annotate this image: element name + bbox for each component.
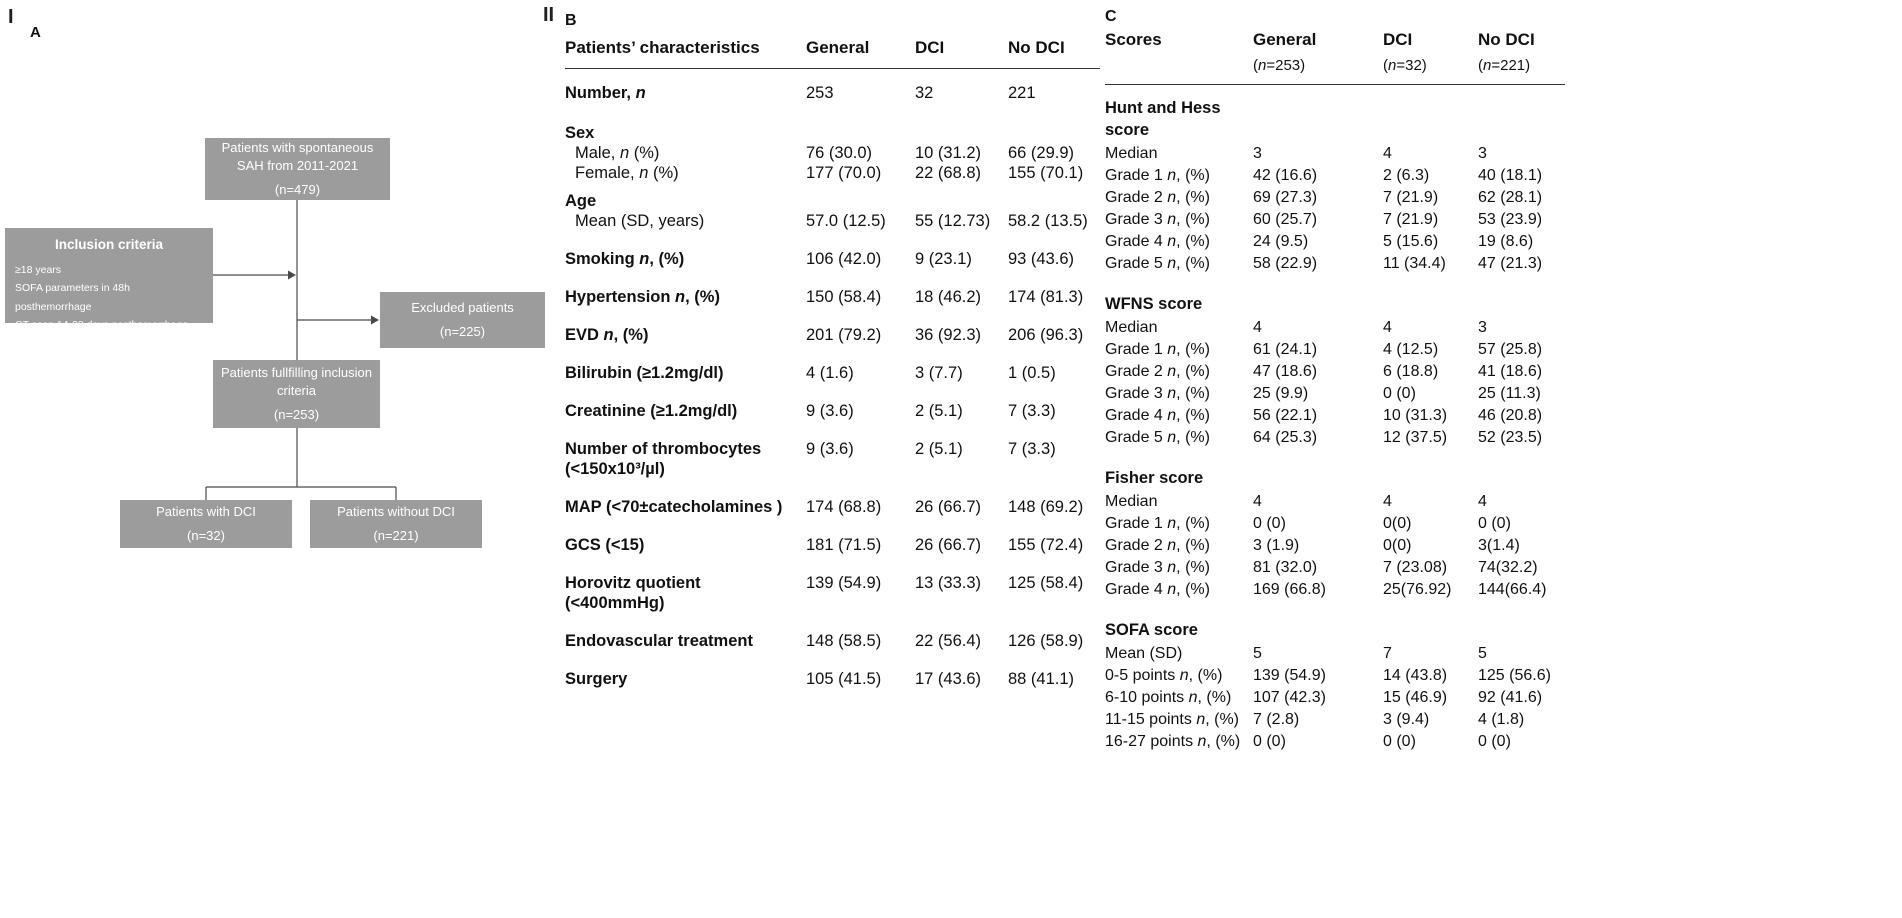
- row-label: Bilirubin (≥1.2mg/dl): [565, 364, 724, 382]
- table-row: [1105, 143, 1565, 165]
- row-label: Grade 2 n, (%): [1105, 189, 1210, 206]
- cell-value: 7 (23.08): [1383, 559, 1448, 576]
- cell-value: [915, 123, 1008, 143]
- table-row: [1105, 687, 1565, 709]
- flowchart-node-sah-patients: [205, 138, 390, 200]
- cell-value: 181 (71.5): [806, 536, 882, 554]
- cell-value: 81 (32.0): [1253, 559, 1318, 576]
- cell-value: 2 (5.1): [915, 402, 963, 420]
- cell-value: 9 (23.1): [915, 250, 972, 268]
- row-label: Number, n: [565, 84, 646, 102]
- row-label: Grade 1 n, (%): [1105, 515, 1210, 532]
- table-row: [565, 83, 1100, 103]
- row-label: Grade 4 n, (%): [1105, 581, 1210, 598]
- column-header-no-dci: No DCI: [1008, 38, 1065, 57]
- table-row: [1105, 665, 1565, 687]
- cell-value: 3: [1253, 145, 1262, 162]
- column-header-dci: DCI: [915, 38, 945, 57]
- row-label: 0-5 points n, (%): [1105, 667, 1223, 684]
- cell-value: 93 (43.6): [1008, 250, 1075, 268]
- node-count: (n=221): [373, 527, 419, 543]
- flowchart: [0, 0, 560, 580]
- cell-value: 1 (0.5): [1008, 364, 1056, 382]
- score-section: [1105, 293, 1565, 449]
- row-label: Grade 5 n, (%): [1105, 429, 1210, 446]
- cell-value: 92 (41.6): [1478, 689, 1543, 706]
- table-row: [1105, 643, 1565, 665]
- table-row: [565, 143, 1100, 163]
- node-text: Patients with DCI: [156, 504, 256, 520]
- cell-value: 125 (56.6): [1478, 667, 1551, 684]
- row-label: Grade 2 n, (%): [1105, 363, 1210, 380]
- table-b-header-row: [565, 32, 1100, 69]
- cell-value: 62 (28.1): [1478, 189, 1543, 206]
- cell-value: 206 (96.3): [1008, 326, 1084, 344]
- column-header-no-dci: [1478, 30, 1565, 76]
- cell-value: 174 (81.3): [1008, 288, 1084, 306]
- cell-value: 26 (66.7): [915, 498, 982, 516]
- section-title: Fisher score: [1105, 469, 1204, 487]
- table-row: [1105, 513, 1565, 535]
- row-label: Female, n (%): [575, 164, 679, 182]
- node-items: ≥18 years SOFA parameters in 48h posthemorrhage CT scan 14-28 days posthemorrhage: [15, 263, 189, 332]
- cell-value: 5: [1253, 645, 1262, 662]
- cell-value: 9 (3.6): [806, 440, 854, 458]
- panel-1-label: I: [8, 6, 14, 28]
- cell-value: 13 (33.3): [915, 574, 982, 592]
- table-row: [1105, 383, 1565, 405]
- cell-value: 7: [1383, 645, 1392, 662]
- cell-value: 155 (72.4): [1008, 536, 1084, 554]
- cell-value: 15 (46.9): [1383, 689, 1448, 706]
- row-label: Grade 4 n, (%): [1105, 407, 1210, 424]
- cell-value: 55 (12.73): [915, 212, 991, 230]
- cell-value: 74(32.2): [1478, 559, 1538, 576]
- table-c-header-row: [1105, 28, 1565, 85]
- cell-value: 53 (23.9): [1478, 211, 1543, 228]
- cell-value: 2 (5.1): [915, 440, 963, 458]
- cell-value: 58.2 (13.5): [1008, 212, 1088, 230]
- header-line2: (n=32): [1383, 57, 1427, 74]
- row-label: Median: [1105, 319, 1158, 336]
- column-header-general: [1253, 30, 1383, 76]
- cell-value: 22 (68.8): [915, 164, 982, 182]
- table-b-patient-characteristics: [565, 12, 1100, 689]
- cell-value: 0 (0): [1478, 733, 1511, 750]
- flowchart-node-with-dci: [120, 500, 292, 548]
- cell-value: 2 (6.3): [1383, 167, 1430, 184]
- row-label: Creatinine (≥1.2mg/dl): [565, 402, 738, 420]
- table-row: [565, 497, 1100, 517]
- cell-value: 0 (0): [1253, 733, 1286, 750]
- table-row: [565, 401, 1100, 421]
- cell-value: 56 (22.1): [1253, 407, 1318, 424]
- cell-value: 4: [1478, 493, 1487, 510]
- header-line1: DCI: [1383, 30, 1413, 49]
- cell-value: 253: [806, 84, 834, 102]
- row-label: Grade 5 n, (%): [1105, 255, 1210, 272]
- row-label: 16-27 points n, (%): [1105, 733, 1241, 750]
- cell-value: 106 (42.0): [806, 250, 882, 268]
- table-b-label: B: [565, 12, 577, 29]
- cell-value: 46 (20.8): [1478, 407, 1543, 424]
- cell-value: 7 (3.3): [1008, 440, 1056, 458]
- row-label: Male, n (%): [575, 144, 660, 162]
- row-label: MAP (<70±catecholamines ): [565, 498, 783, 516]
- table-row: [1105, 579, 1565, 601]
- cell-value: 88 (41.1): [1008, 670, 1075, 688]
- table-row: [1105, 427, 1565, 449]
- row-label: GCS (<15): [565, 536, 645, 554]
- cell-value: 4: [1383, 319, 1392, 336]
- cell-value: 25 (9.9): [1253, 385, 1309, 402]
- cell-value: 221: [1008, 84, 1036, 102]
- cell-value: 12 (37.5): [1383, 429, 1448, 446]
- cell-value: 47 (21.3): [1478, 255, 1543, 272]
- cell-value: 7 (21.9): [1383, 211, 1439, 228]
- cell-value: 69 (27.3): [1253, 189, 1318, 206]
- cell-value: 64 (25.3): [1253, 429, 1318, 446]
- row-label: Mean (SD): [1105, 645, 1183, 662]
- cell-value: 22 (56.4): [915, 632, 982, 650]
- cell-value: 155 (70.1): [1008, 164, 1084, 182]
- row-label: Grade 2 n, (%): [1105, 537, 1210, 554]
- cell-value: 7 (2.8): [1253, 711, 1300, 728]
- section-title: Hunt and Hess score: [1105, 99, 1221, 139]
- cell-value: 150 (58.4): [806, 288, 882, 306]
- node-text: Patients without DCI: [337, 504, 455, 520]
- column-header-scores: [1105, 30, 1253, 56]
- cell-value: 5 (15.6): [1383, 233, 1439, 250]
- table-c-label: C: [1105, 8, 1117, 25]
- cell-value: 9 (3.6): [806, 402, 854, 420]
- cell-value: [806, 191, 915, 211]
- cell-value: 57.0 (12.5): [806, 212, 886, 230]
- panel-2-label: II: [543, 4, 555, 26]
- row-label: Hypertension n, (%): [565, 288, 720, 306]
- cell-value: 66 (29.9): [1008, 144, 1075, 162]
- table-row: [1105, 231, 1565, 253]
- table-row: [565, 123, 1100, 143]
- cell-value: 3(1.4): [1478, 537, 1520, 554]
- node-count: (n=253): [273, 406, 320, 422]
- cell-value: 105 (41.5): [806, 670, 882, 688]
- row-label: 11-15 points n, (%): [1105, 711, 1240, 728]
- row-label: Surgery: [565, 670, 628, 688]
- table-row: [565, 631, 1100, 651]
- header-line2: (n=221): [1478, 57, 1531, 74]
- table-row: [1105, 491, 1565, 513]
- row-label: Median: [1105, 493, 1158, 510]
- header-line2: (n=253): [1253, 57, 1306, 74]
- cell-value: 40 (18.1): [1478, 167, 1543, 184]
- table-row: [565, 439, 1100, 479]
- row-label: Number of thrombocytes (<150x10³/µl): [565, 440, 762, 478]
- cell-value: 52 (23.5): [1478, 429, 1543, 446]
- cell-value: 3: [1478, 145, 1487, 162]
- header-line1: No DCI: [1478, 30, 1535, 49]
- cell-value: 139 (54.9): [806, 574, 882, 592]
- cell-value: 11 (34.4): [1383, 255, 1446, 272]
- score-section: [1105, 467, 1565, 601]
- cell-value: 3 (7.7): [915, 364, 963, 382]
- row-label: Grade 4 n, (%): [1105, 233, 1210, 250]
- table-row: [1105, 317, 1565, 339]
- cell-value: 57 (25.8): [1478, 341, 1543, 358]
- cell-value: 3 (1.9): [1253, 537, 1300, 554]
- cell-value: 24 (9.5): [1253, 233, 1309, 250]
- cell-value: 4 (12.5): [1383, 341, 1439, 358]
- cell-value: 169 (66.8): [1253, 581, 1326, 598]
- cell-value: 60 (25.7): [1253, 211, 1318, 228]
- table-row: [565, 669, 1100, 689]
- row-label: Median: [1105, 145, 1158, 162]
- node-count: (n=225): [439, 323, 486, 339]
- cell-value: 25 (11.3): [1478, 385, 1541, 402]
- cell-value: 177 (70.0): [806, 164, 882, 182]
- cell-value: 10 (31.2): [915, 144, 982, 162]
- cell-value: 19 (8.6): [1478, 233, 1534, 250]
- table-row: [565, 535, 1100, 555]
- cell-value: 4 (1.6): [806, 364, 854, 382]
- flowchart-node-fulfilling-criteria: [213, 360, 380, 428]
- row-label: Grade 3 n, (%): [1105, 559, 1210, 576]
- table-c-scores: [1105, 8, 1565, 753]
- row-label: Mean (SD, years): [575, 212, 705, 230]
- table-row: [565, 211, 1100, 231]
- cell-value: 125 (58.4): [1008, 574, 1084, 592]
- cell-value: [1008, 191, 1100, 211]
- cell-value: 107 (42.3): [1253, 689, 1326, 706]
- node-text: Patients fullfilling inclusion criteria: [220, 365, 373, 399]
- cell-value: 42 (16.6): [1253, 167, 1318, 184]
- node-text: Patients with spontaneous SAH from 2011-2021: [221, 140, 374, 174]
- node-title: Inclusion criteria: [54, 237, 164, 252]
- table-row: [565, 191, 1100, 211]
- cell-value: 4: [1383, 145, 1392, 162]
- table-row: [1105, 339, 1565, 361]
- row-label: Sex: [565, 124, 595, 142]
- cell-value: 61 (24.1): [1253, 341, 1318, 358]
- cell-value: 32: [915, 84, 934, 102]
- cell-value: 41 (18.6): [1478, 363, 1543, 380]
- table-row: [1105, 709, 1565, 731]
- table-row: [565, 363, 1100, 383]
- table-row: [1105, 535, 1565, 557]
- cell-value: [1008, 123, 1100, 143]
- cell-value: [806, 123, 915, 143]
- cell-value: 0 (0): [1478, 515, 1511, 532]
- cell-value: 126 (58.9): [1008, 632, 1084, 650]
- cell-value: 25(76.92): [1383, 581, 1452, 598]
- cell-value: 4 (1.8): [1478, 711, 1525, 728]
- row-label: Endovascular treatment: [565, 632, 753, 650]
- cell-value: 4: [1253, 493, 1262, 510]
- node-count: (n=479): [274, 181, 321, 197]
- row-label: Age: [565, 192, 597, 210]
- cell-value: 174 (68.8): [806, 498, 882, 516]
- node-count: (n=32): [187, 527, 225, 543]
- cell-value: 17 (43.6): [915, 670, 982, 688]
- row-label: Grade 1 n, (%): [1105, 341, 1210, 358]
- cell-value: 0(0): [1383, 537, 1412, 554]
- cell-value: 0 (0): [1253, 515, 1286, 532]
- cell-value: 10 (31.3): [1383, 407, 1448, 424]
- table-row: [565, 249, 1100, 269]
- cell-value: 3: [1478, 319, 1487, 336]
- table-row: [1105, 253, 1565, 275]
- subfigure-a-label: A: [30, 24, 41, 41]
- cell-value: 139 (54.9): [1253, 667, 1326, 684]
- table-row: [565, 163, 1100, 183]
- cell-value: 14 (43.8): [1383, 667, 1448, 684]
- header-line1: General: [1253, 30, 1317, 49]
- table-row: [1105, 557, 1565, 579]
- table-c-sections: [1105, 97, 1565, 753]
- cell-value: 76 (30.0): [806, 144, 873, 162]
- cell-value: 201 (79.2): [806, 326, 882, 344]
- header-line1: Scores: [1105, 30, 1162, 49]
- row-label: EVD n, (%): [565, 326, 649, 344]
- row-label: Grade 3 n, (%): [1105, 385, 1210, 402]
- cell-value: 4: [1253, 319, 1262, 336]
- column-header-characteristics: Patients’ characteristics: [565, 38, 760, 57]
- row-label: Grade 1 n, (%): [1105, 167, 1210, 184]
- cell-value: 0 (0): [1383, 385, 1416, 402]
- table-row: [1105, 731, 1565, 753]
- table-row: [565, 287, 1100, 307]
- cell-value: 0 (0): [1383, 733, 1416, 750]
- flowchart-node-excluded-patients: [380, 292, 545, 348]
- cell-value: 4: [1383, 493, 1392, 510]
- cell-value: 7 (3.3): [1008, 402, 1056, 420]
- table-b-rows: [565, 83, 1100, 689]
- cell-value: 148 (58.5): [806, 632, 882, 650]
- cell-value: 58 (22.9): [1253, 255, 1318, 272]
- cell-value: 47 (18.6): [1253, 363, 1318, 380]
- flowchart-node-inclusion-criteria: [5, 228, 213, 332]
- table-row: [565, 573, 1100, 613]
- cell-value: [915, 191, 1008, 211]
- section-title: SOFA score: [1105, 621, 1198, 639]
- cell-value: 0(0): [1383, 515, 1412, 532]
- cell-value: 144(66.4): [1478, 581, 1547, 598]
- score-section: [1105, 97, 1565, 275]
- table-row: [565, 325, 1100, 345]
- table-row: [1105, 361, 1565, 383]
- cell-value: 26 (66.7): [915, 536, 982, 554]
- table-row: [1105, 187, 1565, 209]
- table-row: [1105, 165, 1565, 187]
- cell-value: 18 (46.2): [915, 288, 982, 306]
- cell-value: 3 (9.4): [1383, 711, 1430, 728]
- cell-value: 7 (21.9): [1383, 189, 1439, 206]
- table-row: [1105, 405, 1565, 427]
- column-header-general: General: [806, 38, 870, 57]
- node-text: Excluded patients: [411, 300, 514, 316]
- column-header-dci: [1383, 30, 1478, 76]
- cell-value: 36 (92.3): [915, 326, 982, 344]
- row-label: Smoking n, (%): [565, 250, 685, 268]
- cell-value: 6 (18.8): [1383, 363, 1439, 380]
- row-label: Grade 3 n, (%): [1105, 211, 1210, 228]
- score-section: [1105, 619, 1565, 753]
- flowchart-node-without-dci: [310, 500, 482, 548]
- row-label: Horovitz quotient (<400mmHg): [565, 574, 701, 612]
- table-row: [1105, 209, 1565, 231]
- cell-value: 148 (69.2): [1008, 498, 1084, 516]
- section-title: WFNS score: [1105, 295, 1203, 313]
- row-label: 6-10 points n, (%): [1105, 689, 1232, 706]
- cell-value: 5: [1478, 645, 1487, 662]
